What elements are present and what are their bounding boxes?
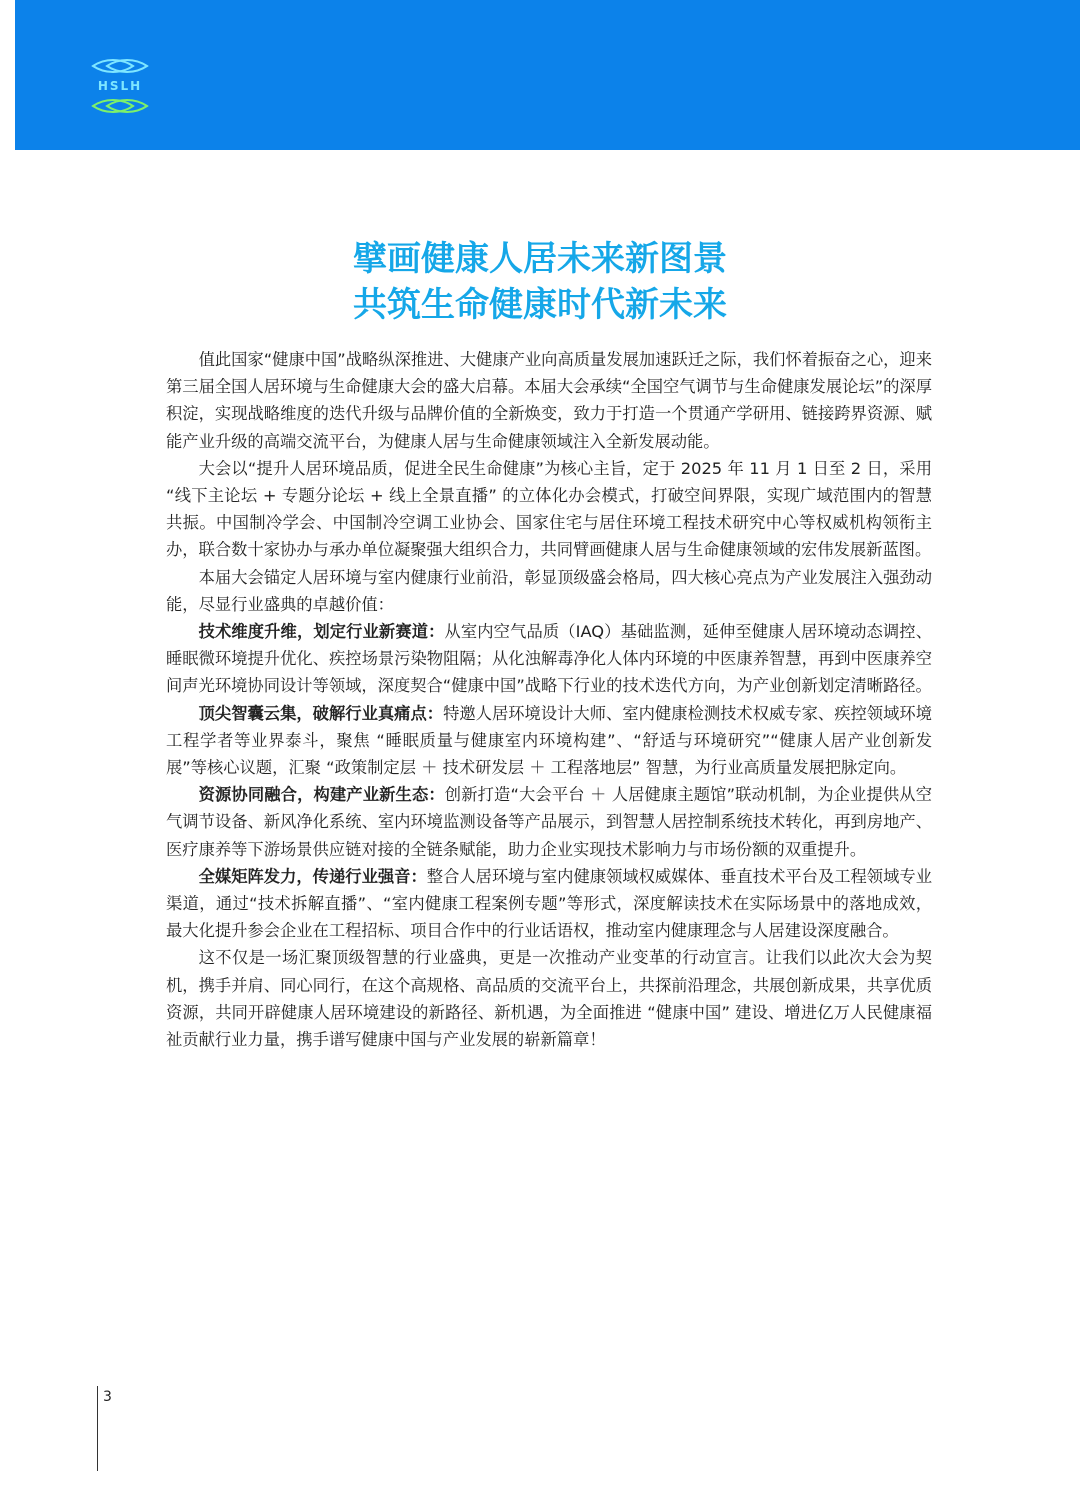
logo-text: HSLH [97, 79, 143, 93]
page-number-rule [97, 1386, 98, 1471]
title-line-2: 共筑生命健康时代新未来 [353, 285, 727, 325]
highlight-3-heading: 资源协同融合，构建产业新生态： [198, 785, 445, 805]
paragraph-schedule: 大会以“提升人居环境品质，促进全民生命健康”为核心主旨，定于 2025 年 11 月 1 日至 2 日，采用 “线下主论坛 + 专题分论坛 + 线上全景直播” 的立体化办会模式，打破空间界限，实现广域范围内的智慧共振。中国制冷学会、中国制冷空调工业协会、国家住宅与居住环境工程技术研究中心等权威机构领衔主办，联合数十家协办与承办单位凝聚强大组织合力，共同臂画健康人居与生命健康领域的宏伟发展新蓝图。 [166, 458, 932, 560]
article-body [166, 346, 932, 1053]
page-number: 3 [103, 1389, 112, 1405]
highlight-1-heading: 技术维度升维，划定行业新赛道： [198, 622, 445, 642]
title-line-1: 擘画健康人居未来新图景 [353, 239, 727, 279]
highlight-paragraph-4 [166, 863, 932, 945]
highlight-4-heading: 全媒矩阵发力，传递行业强音： [198, 866, 427, 886]
paragraph-intro: 值此国家“健康中国”战略纵深推进、大健康产业向高质量发展加速跃迁之际，我们怀着振奋之心，迎来第三届全国人居环境与生命健康大会的盛大启幕。本届大会承续“全国空气调节与生命健康发展论坛”的深厚积淀，实现战略维度的迭代升级与品牌价值的全新焕变，致力于打造一个贯通产学研用、链接跨界资源、赋能产业升级的高端交流平台，为健康人居与生命健康领域注入全新发展动能。 [166, 350, 932, 451]
header-banner [15, 0, 1080, 150]
highlight-paragraph-3 [166, 781, 932, 863]
page-title [0, 236, 1080, 328]
highlight-2-text: 特邀人居环境设计大师、室内健康检测技术权威专家、疾控领域环境工程学者等业界泰斗，聚焦 “睡眠质量与健康室内环境构建”、“舒适与环境研究”“健康人居产业创新发展”等核心议题，汇聚 “政策制定层 ＋ 技术研发层 ＋ 工程落地层” 智慧，为行业高质量发展把脉定向。 [166, 703, 932, 778]
hslh-logo [87, 56, 153, 120]
highlight-paragraph-2 [166, 700, 932, 782]
highlight-4-text: 整合人居环境与室内健康领域权威媒体、垂直技术平台及工程领域专业渠道，通过“技术拆解直播”、“室内健康工程案例专题”等形式，深度解读技术在实际场景中的落地成效，最大化提升参会企业在工程招标、项目合作中的行业话语权，推动室内健康理念与人居建设深度融合。 [166, 866, 932, 941]
paragraph-closing: 这不仅是一场汇聚顶级智慧的行业盛典，更是一次推动产业变革的行动宣言。让我们以此次大会为契机，携手并肩、同心同行，在这个高规格、高品质的交流平台上，共探前沿理念，共展创新成果，共享优质资源，共同开辟健康人居环境建设的新路径、新机遇，为全面推进 “健康中国” 建设、增进亿万人民健康福祉贡献行业力量，携手谱写健康中国与产业发展的崭新篇章！ [166, 948, 932, 1050]
paragraph-highlights-intro: 本届大会锚定人居环境与室内健康行业前沿，彰显顶级盛会格局，四大核心亮点为产业发展注入强劲动能，尽显行业盛典的卓越价值： [166, 567, 932, 614]
highlight-1-text: 从室内空气品质（IAQ）基础监测，延伸至健康人居环境动态调控、睡眠微环境提升优化、疾控场景污染物阻隔；从化浊解毒净化人体内环境的中医康养智慧，再到中医康养空间声光环境协同设计等领域，深度契合“健康中国”战略下行业的技术迭代方向，为产业创新划定清晰路径。 [166, 622, 932, 696]
highlight-2-heading: 顶尖智囊云集，破解行业真痛点： [198, 703, 444, 723]
highlight-3-text: 创新打造“大会平台 ＋ 人居健康主题馆”联动机制，为企业提供从空气调节设备、新风净化系统、室内环境监测设备等产品展示，到智慧人居控制系统技术转化，再到房地产、医疗康养等下游场景供应链对接的全链条赋能，助力企业实现技术影响力与市场份额的双重提升。 [166, 785, 932, 859]
highlight-paragraph-1 [166, 618, 932, 700]
